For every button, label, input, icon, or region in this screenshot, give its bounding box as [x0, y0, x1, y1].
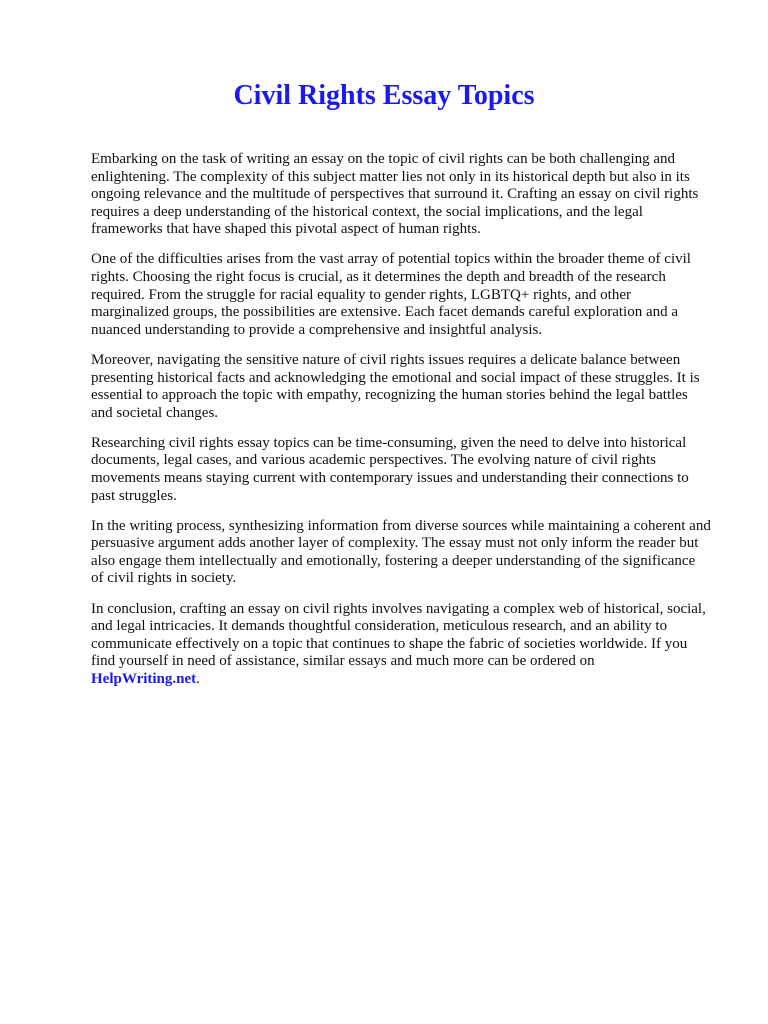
- paragraph-5: In the writing process, synthesizing information from diverse sources while maintaining a coherent and persuasive argument adds another layer of complexity. The essay must not only inform the reader but also engage them intellectually and emotionally, fostering a deeper understanding of the significance of civil rights in society.: [91, 517, 711, 587]
- paragraph-3: Moreover, navigating the sensitive nature of civil rights issues requires a delicate balance between presenting historical facts and acknowledging the emotional and social impact of these struggles. It is essential to approach the topic with empathy, recognizing the human stories behind the legal battles and societal changes.: [91, 351, 700, 421]
- paragraph-4: Researching civil rights essay topics can be time-consuming, given the need to delve into historical documents, legal cases, and various academic perspectives. The evolving nature of civil rights movements means staying current with contemporary issues and understanding their connections to past struggles.: [91, 434, 689, 504]
- paragraph-2: One of the difficulties arises from the vast array of potential topics within the broader theme of civil rights. Choosing the right focus is crucial, as it determines the depth and breadth of the research required. From the struggle for racial equality to gender rights, LGBTQ+ rights, and other marginalized groups, the possibilities are extensive. Each facet demands careful exploration and a nuanced understanding to provide a comprehensive and insightful analysis.: [91, 251, 691, 338]
- essay-body: [91, 151, 711, 689]
- paragraph-1: Embarking on the task of writing an essay on the topic of civil rights can be both challenging and enlightening. The complexity of this subject matter lies not only in its historical depth but also in its ongoing relevance and the multitude of perspectives that surround it. Crafting an essay on civil rights requires a deep understanding of the historical context, the social implications, and the legal frameworks that have shaped this pivotal aspect of human rights.: [91, 151, 699, 238]
- closing-text: In conclusion, crafting an essay on civil rights involves navigating a complex web of historical, social, and legal intricacies. It demands thoughtful consideration, meticulous research, and an ability to communicate effectively on a topic that continues to shape the fabric of societies worldwide. If you find yourself in need of assistance, similar essays and much more can be ordered on: [91, 600, 706, 670]
- paragraph-closing: [91, 601, 711, 689]
- closing-period: .: [196, 670, 200, 687]
- helpwriting-link[interactable]: HelpWriting.net: [91, 670, 197, 687]
- page-title: Civil Rights Essay Topics: [233, 80, 535, 111]
